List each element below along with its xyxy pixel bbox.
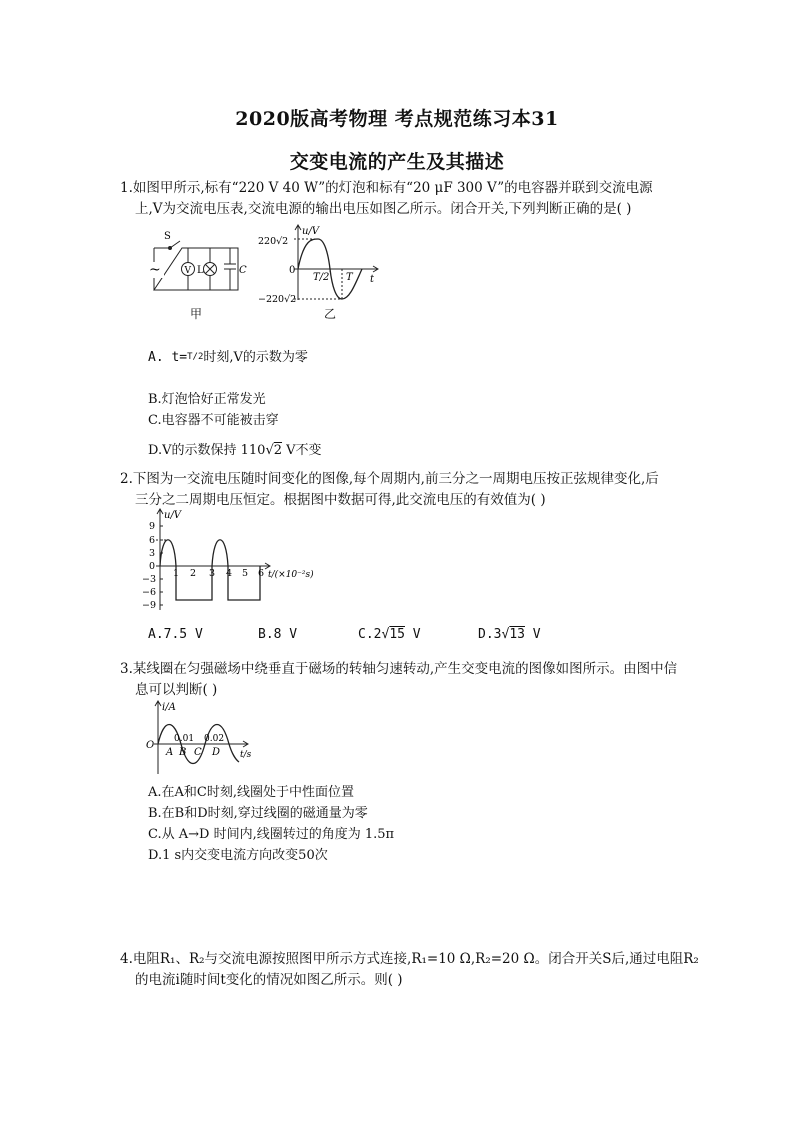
question-1-stem — [120, 178, 695, 220]
q2-y-tick-9: 9 — [149, 521, 156, 532]
voltage-graph-yi — [258, 222, 388, 304]
q1-option-c[interactable]: C.电容器不可能被击穿 — [148, 413, 279, 428]
q1-option-a[interactable] — [148, 346, 308, 365]
q1-option-b[interactable]: B.灯泡恰好正常发光 — [148, 392, 266, 407]
q2-option-d-radicand: 13 — [509, 627, 525, 642]
q3-y-axis-label: i/A — [162, 702, 176, 713]
q2-option-c-radicand: 15 — [389, 627, 405, 642]
q3-point-a: A — [166, 747, 174, 758]
page-title: 2020版高考物理 考点规范练习本31 — [235, 108, 559, 130]
q2-option-c[interactable]: C.2√15 V — [358, 627, 421, 642]
q2-option-d[interactable]: D.3√13 V — [478, 627, 541, 642]
question-4-line-1: 4.电阻R₁、R₂与交流电源按照图甲所示方式连接,R₁=10 Ω,R₂=20 Ω。闭合开关S后,通过电阻R₂ — [120, 951, 699, 967]
q2-x-tick-3: 3 — [209, 568, 216, 579]
question-2-line-2: 三分之二周期电压恒定。根据图中数据可得,此交流电压的有效值为( ) — [135, 492, 546, 508]
q1-option-d[interactable]: D.V的示数保持 110√2 V不变 — [148, 443, 322, 458]
q2-option-c-prefix: C.2 — [358, 627, 382, 642]
graph-y-negative-label: −220√2 — [258, 294, 297, 304]
question-4-line-2: 的电流i随时间t变化的情况如图乙所示。则( ) — [135, 972, 403, 988]
circuit-source-symbol: ~ — [149, 262, 161, 278]
circuit-switch-label: S — [164, 231, 171, 242]
question-2-line-1: 2.下图为一交流电压随时间变化的图像,每个周期内,前三分之一周期电压按正弦规律变化,后 — [120, 471, 659, 487]
q3-point-c: C — [194, 747, 202, 758]
circuit-diagram-jia — [140, 228, 250, 300]
circuit-capacitor-label: C — [239, 265, 247, 276]
voltage-graph-q2 — [140, 506, 340, 612]
current-graph-q3 — [144, 698, 256, 776]
q1-option-a-fraction: T/2 — [187, 352, 204, 362]
q2-y-tick-0: 0 — [149, 561, 156, 572]
q2-x-tick-2: 2 — [190, 568, 197, 579]
question-3-stem — [120, 659, 695, 701]
q2-x-axis-label: t/(×10⁻²s) — [268, 570, 314, 580]
q2-y-tick-neg6: −6 — [142, 587, 157, 598]
q2-y-tick-3: 3 — [149, 548, 156, 559]
q1-option-d-radicand: 2 — [273, 443, 283, 458]
q2-y-tick-neg3: −3 — [142, 574, 157, 585]
q3-point-b: B — [179, 747, 187, 758]
q2-option-a[interactable]: A.7.5 V — [148, 627, 203, 642]
q3-origin-label: O — [146, 740, 155, 751]
graph-y-positive-label: 220√2 — [258, 236, 289, 247]
q3-x-axis-label: t/s — [240, 750, 252, 760]
q2-option-b[interactable]: B.8 V — [258, 627, 298, 642]
graph-period-label: T — [346, 272, 353, 283]
question-3-line-1: 3.某线圈在匀强磁场中绕垂直于磁场的转轴匀速转动,产生交变电流的图像如图所示。由图中信 — [120, 661, 678, 677]
q2-y-tick-neg9: −9 — [142, 600, 157, 611]
graph-origin-label: 0 — [289, 265, 296, 276]
q3-option-a[interactable]: A.在A和C时刻,线圈处于中性面位置 — [148, 785, 354, 800]
q2-x-tick-1: 1 — [173, 568, 180, 579]
q2-x-tick-4: 4 — [226, 568, 233, 579]
q2-option-d-suffix: V — [524, 627, 541, 642]
q3-option-b[interactable]: B.在B和D时刻,穿过线圈的磁通量为零 — [148, 806, 368, 821]
q1-option-d-suffix: V不变 — [282, 443, 322, 458]
question-1-line-2: 上,V为交流电压表,交流电源的输出电压如图乙所示。闭合开关,下列判断正确的是( ) — [135, 201, 632, 217]
question-3-line-2: 息可以判断( ) — [135, 682, 218, 698]
page-subtitle: 交变电流的产生及其描述 — [289, 151, 505, 173]
q1-option-d-prefix: D.V的示数保持 110 — [148, 443, 266, 458]
q2-x-tick-5: 5 — [242, 568, 249, 579]
q1-option-a-suffix: 时刻,V的示数为零 — [203, 350, 308, 365]
q3-option-c[interactable]: C.从 A→D 时间内,线圈转过的角度为 1.5π — [148, 827, 395, 842]
q1-option-a-prefix: A. t= — [148, 350, 188, 365]
q2-option-d-prefix: D.3 — [478, 627, 502, 642]
figure-caption-jia: 甲 — [190, 307, 203, 321]
graph-y-axis-label: u/V — [302, 226, 320, 237]
circuit-voltmeter-label: V — [184, 266, 191, 276]
q2-option-c-suffix: V — [404, 627, 421, 642]
question-4-stem — [120, 949, 720, 991]
graph-x-axis-label: t — [370, 274, 375, 285]
q3-t2-label: 0.02 — [204, 734, 225, 744]
q2-y-axis-label: u/V — [164, 510, 182, 521]
q3-t1-label: 0.01 — [174, 734, 195, 744]
graph-half-period-label: T/2 — [313, 272, 330, 283]
q3-point-d: D — [212, 747, 221, 758]
figure-caption-yi: 乙 — [324, 307, 337, 321]
q3-option-d[interactable]: D.1 s内交变电流方向改变50次 — [148, 848, 328, 863]
q2-x-tick-6: 6 — [258, 568, 265, 579]
question-1-line-1: 1.如图甲所示,标有“220 V 40 W”的灯泡和标有“20 μF 300 V”的电容器并联到交流电源 — [120, 180, 653, 196]
q2-y-tick-6: 6 — [149, 535, 156, 546]
question-2-stem — [120, 469, 695, 511]
circuit-lamp-label: L — [197, 265, 204, 276]
